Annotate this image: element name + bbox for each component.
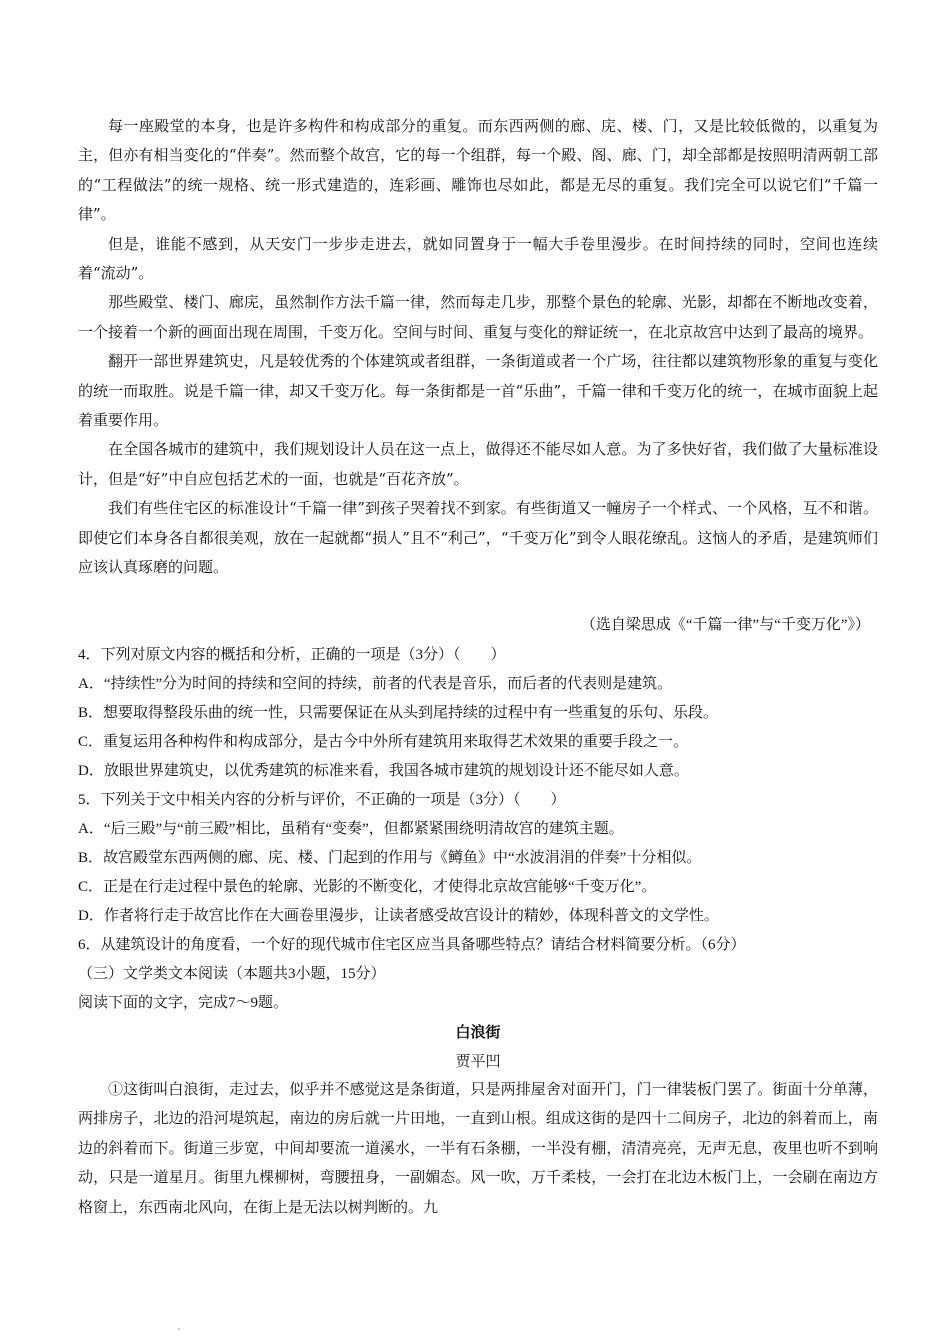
questions-block [78, 641, 878, 1018]
question-4: 4．下列对原文内容的概括和分析，正确的一项是（3分）（ ） [78, 647, 506, 663]
story-paragraph: ①这街叫白浪街，走过去，似乎并不感觉这是条街道，只是两排屋舍对面开门，门一律装板门罢了。街面十分单薄，两排房子，北边的沿河堤筑起，南边的房后就一片田地，一直到山根。组成这街的是四十二间房子，北边的斜着而上，南边的斜着而下。街道三步宽，中间却要流一道溪水，一半有石条棚，一半没有棚，清清亮亮，无声无息，夜里也听不到响动，只是一道星月。街里九棵柳树，弯腰扭身，一副媚态。风一吹，万千柔枝，一会打在北边木板门上，一会刷在南边方格窗上，东西南北风向，在街上是无法以树判断的。九 [78, 1080, 878, 1216]
question-6: 6．从建筑设计的角度看，一个好的现代城市住宅区应当具备哪些特点？请结合材料简要分析。（6分） [78, 937, 746, 953]
page-mark [178, 1328, 180, 1330]
source-citation: （选自梁思成《“千篇一律”与“千变万化”》） [580, 617, 870, 633]
section-instruction: 阅读下面的文字，完成7～9题。 [78, 995, 289, 1011]
question-5-option-d: D．作者将行走于故宫比作在大画卷里漫步，让读者感受故宫设计的精妙，体现科普文的文学性。 [78, 908, 719, 924]
section-heading: （三）文学类文本阅读（本题共3小题，15分） [78, 966, 386, 982]
question-5-option-b: B．故宫殿堂东西两侧的廊、庑、楼、门起到的作用与《鳟鱼》中“水波涓涓的伴奏”十分相似。 [78, 850, 702, 866]
story-author: 贾平凹 [455, 1054, 501, 1070]
story-body [78, 1075, 878, 1222]
question-5-option-c: C．正是在行走过程中景色的轮廓、光影的不断变化，才使得北京故宫能够“千变万化”。 [78, 879, 657, 895]
story-header [78, 1019, 878, 1077]
question-5: 5．下列关于文中相关内容的分析与评价，不正确的一项是（3分）（ ） [78, 792, 566, 808]
question-4-option-d: D．放眼世界建筑史，以优秀建筑的标准来看，我国各城市建筑的规划设计还不能尽如人意。 [78, 763, 689, 779]
question-4-option-a: A．“持续性”分为时间的持续和空间的持续，前者的代表是音乐，而后者的代表则是建筑。 [78, 676, 673, 692]
essay-paragraph: 那些殿堂、楼门、廊庑，虽然制作方法千篇一律，然而每走几步，那整个景色的轮廓、光影，却都在不断地改变着，一个接着一个新的画面出现在周围，千变万化。空间与时间、重复与变化的辩证统一，在北京故宫中达到了最高的境界。 [78, 293, 878, 341]
essay-source [78, 611, 878, 640]
essay-body [78, 112, 878, 583]
essay-paragraph: 但是，谁能不感到，从天安门一步步走进去，就如同置身于一幅大手卷里漫步。在时间持续的同时，空间也连续着“流动”。 [78, 234, 878, 283]
question-4-option-b: B．想要取得整段乐曲的统一性，只需要保证在从头到尾持续的过程中有一些重复的乐句、乐段。 [78, 705, 719, 721]
question-5-option-a: A．“后三殿”与“前三殿”相比，虽稍有“变奏”，但都紧紧围绕明清故宫的建筑主题。 [78, 821, 624, 837]
essay-paragraph: 在全国各城市的建筑中，我们规划设计人员在这一点上，做得还不能尽如人意。为了多快好省，我们做了大量标准设计，但是“好”中自应包括艺术的一面，也就是“百花齐放”。 [78, 440, 878, 488]
essay-paragraph: 翻开一部世界建筑史，凡是较优秀的个体建筑或者组群，一条街道或者一个广场，往往都以建筑物形象的重复与变化的统一而取胜。说是千篇一律，却又千变万化。每一条街都是一首“乐曲”，千篇一律和千变万化的统一，在城市面貌上起着重要作用。 [78, 352, 878, 430]
essay-paragraph: 每一座殿堂的本身，也是许多构件和构成部分的重复。而东西两侧的廊、庑、楼、门，又是比较低微的，以重复为主，但亦有相当变化的“伴奏”。然而整个故宫，它的每一个组群，每一个殿、阁、廊、门，却全部都是按照明清两朝工部的“工程做法”的统一规格、统一形式建造的，连彩画、雕饰也尽如此，都是无尽的重复。我们完全可以说它们“千篇一律”。 [78, 117, 878, 224]
question-4-option-c: C．重复运用各种构件和构成部分，是古今中外所有建筑用来取得艺术效果的重要手段之一。 [78, 734, 689, 750]
essay-paragraph: 我们有些住宅区的标准设计“千篇一律”到孩子哭着找不到家。有些街道又一幢房子一个样式、一个风格，互不和谐。即使它们本身各自都很美观，放在一起就都“损人”且不“利己”，“千变万化”到令人眼花缭乱。这恼人的矛盾，是建筑师们应该认真琢磨的问题。 [78, 499, 878, 577]
story-title: 白浪街 [455, 1025, 501, 1041]
